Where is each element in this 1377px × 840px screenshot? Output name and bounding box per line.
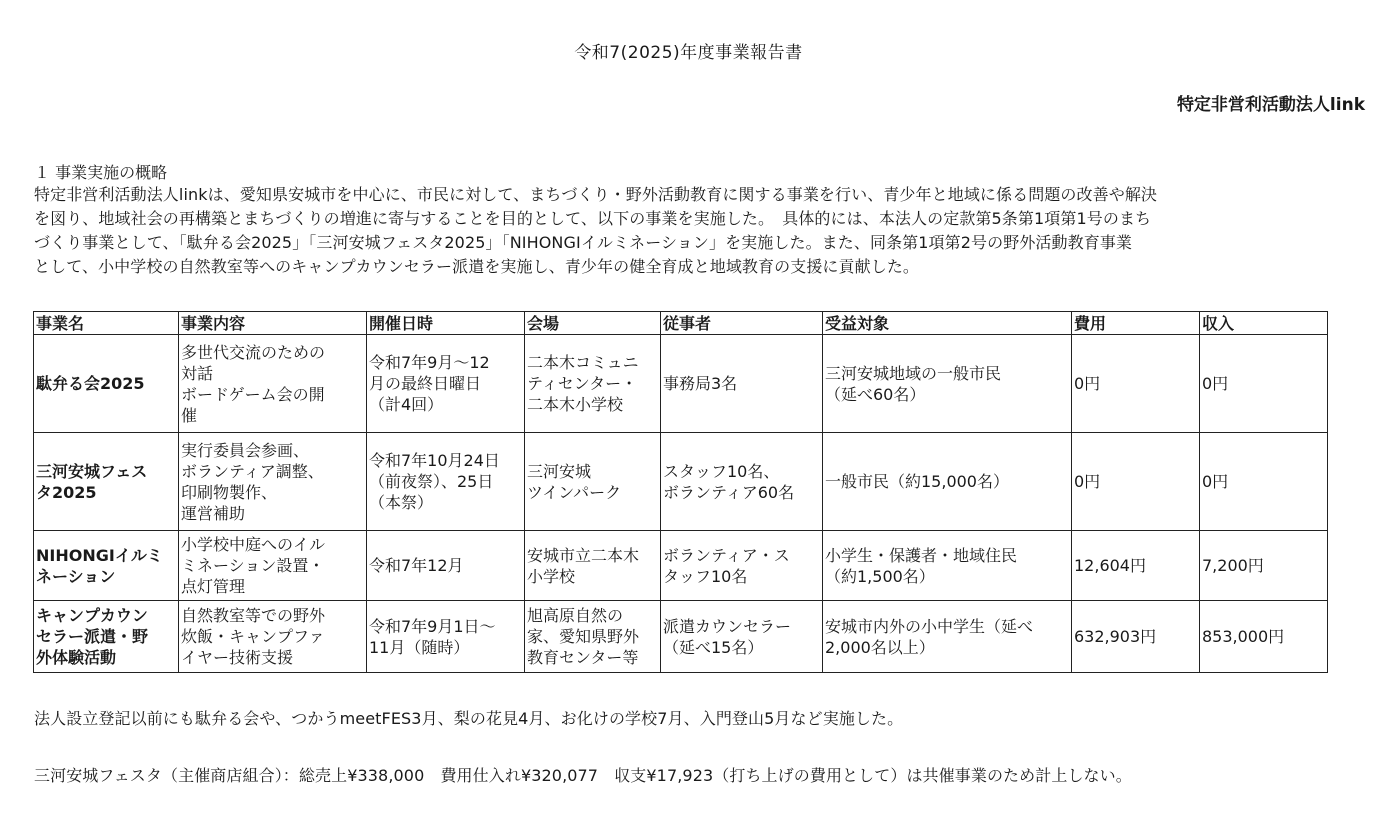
cell-beneficiary: 一般市民（約15,000名） [823, 433, 1072, 531]
summary-line: 特定非営利活動法人linkは、愛知県安城市を中心に、市民に対して、まちづくり・野外活動教育に関する事業を行い、青少年と地域に係る問題の改善や解決 [34, 185, 1158, 204]
section-summary [34, 183, 1354, 279]
cell-content: 多世代交流のための 対話 ボードゲーム会の開 催 [179, 335, 367, 433]
header-venue: 会場 [525, 312, 661, 335]
cell-income: 7,200円 [1200, 531, 1328, 601]
cell-venue: 二本木コミュニ ティセンター・ 二本木小学校 [525, 335, 661, 433]
note-festa-finance: 三河安城フェスタ（主催商店組合）：総売上¥338,000 費用仕入れ¥320,077 収支¥17,923（打ち上げの費用として）は共催事業のため計上しない。 [34, 766, 1132, 785]
header-project-name: 事業名 [34, 312, 179, 335]
header-cost: 費用 [1072, 312, 1200, 335]
cell-date: 令和7年10月24日 （前夜祭）、25日 （本祭） [367, 433, 525, 531]
cell-cost: 632,903円 [1072, 601, 1200, 673]
cell-income: 0円 [1200, 335, 1328, 433]
cell-staff: 派遣カウンセラー （延べ15名） [661, 601, 823, 673]
cell-staff: スタッフ10名、 ボランティア60名 [661, 433, 823, 531]
cell-content: 小学校中庭へのイル ミネーション設置・ 点灯管理 [179, 531, 367, 601]
cell-content: 自然教室等での野外 炊飯・キャンプファ イヤー技術支援 [179, 601, 367, 673]
cell-venue: 旭高原自然の 家、愛知県野外 教育センター等 [525, 601, 661, 673]
cell-staff: ボランティア・ス タッフ10名 [661, 531, 823, 601]
note-pre-registration: 法人設立登記以前にも駄弁る会や、つかうmeetFES3月、梨の花見4月、お化けの学校7月、入門登山5月など実施した。 [34, 709, 904, 728]
cell-beneficiary: 三河安城地域の一般市民 （延べ60名） [823, 335, 1072, 433]
summary-line: を図り、地域社会の再構築とまちづくりの増進に寄与することを目的として、以下の事業を実施した。 具体的には、本法人の定款第5条第1項第1号のまち [34, 209, 1152, 228]
header-date: 開催日時 [367, 312, 525, 335]
document-title: 令和7(2025)年度事業報告書 [574, 43, 803, 63]
organization-name [1177, 90, 1365, 115]
table-row [34, 433, 1328, 531]
cell-date: 令和7年9月1日～ 11月（随時） [367, 601, 525, 673]
cell-cost: 0円 [1072, 433, 1200, 531]
header-content: 事業内容 [179, 312, 367, 335]
cell-content: 実行委員会参画、 ボランティア調整、 印刷物製作、 運営補助 [179, 433, 367, 531]
cell-project-name: 三河安城フェス タ2025 [34, 433, 179, 531]
cell-income: 0円 [1200, 433, 1328, 531]
cell-venue: 安城市立二本木 小学校 [525, 531, 661, 601]
cell-date: 令和7年9月～12 月の最終日曜日 （計4回） [367, 335, 525, 433]
project-table [33, 311, 1328, 673]
summary-line: として、小中学校の自然教室等へのキャンプカウンセラー派遣を実施し、青少年の健全育成と地域教育の支援に貢献した。 [34, 257, 920, 276]
cell-project-name: NIHONGIイルミ ネーション [34, 531, 179, 601]
cell-venue: 三河安城 ツインパーク [525, 433, 661, 531]
cell-cost: 0円 [1072, 335, 1200, 433]
table-row [34, 335, 1328, 433]
header-income: 収入 [1200, 312, 1328, 335]
cell-date: 令和7年12月 [367, 531, 525, 601]
cell-beneficiary: 小学生・保護者・地域住民 （約1,500名） [823, 531, 1072, 601]
cell-cost: 12,604円 [1072, 531, 1200, 601]
header-staff: 従事者 [661, 312, 823, 335]
header-beneficiary: 受益対象 [823, 312, 1072, 335]
table-row [34, 601, 1328, 673]
summary-line: づくり事業として、「駄弁る会2025」「三河安城フェスタ2025」「NIHONGIイルミネーション」を実施した。また、同条第1項第2号の野外活動教育事業 [34, 233, 1133, 252]
cell-beneficiary: 安城市内外の小中学生（延べ 2,000名以上） [823, 601, 1072, 673]
cell-project-name: キャンプカウン セラー派遣・野 外体験活動 [34, 601, 179, 673]
organization-name-text: 特定非営利活動法人link [1176, 95, 1365, 115]
cell-staff: 事務局3名 [661, 335, 823, 433]
table-header-row [34, 312, 1328, 335]
section-heading: １ 事業実施の概略 [34, 163, 168, 182]
cell-project-name: 駄弁る会2025 [34, 335, 179, 433]
cell-income: 853,000円 [1200, 601, 1328, 673]
table-row [34, 531, 1328, 601]
